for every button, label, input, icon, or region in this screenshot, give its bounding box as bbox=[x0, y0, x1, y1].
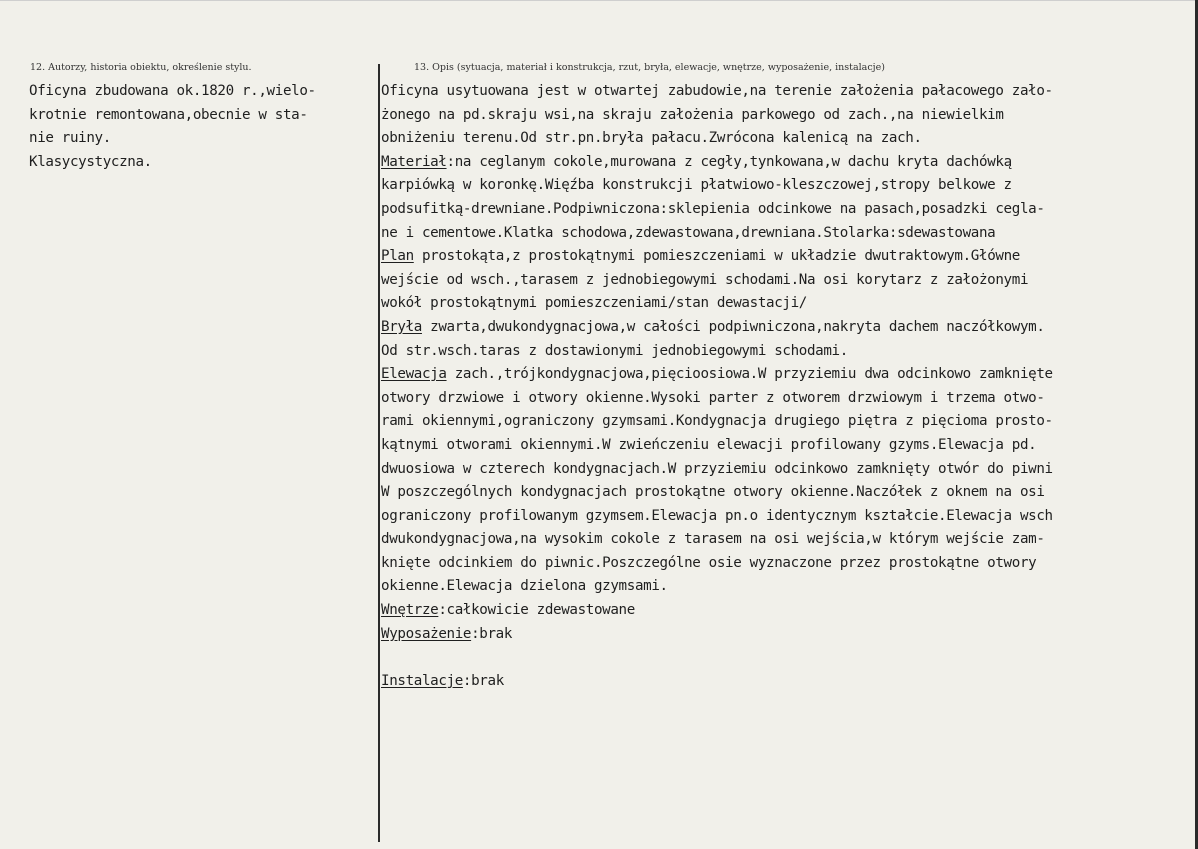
line-text: nie ruiny. bbox=[29, 130, 111, 147]
line-text: żonego na pd.skraju wsi,na skraju założenia parkowego od zach.,na niewielkim bbox=[381, 106, 1004, 123]
line-text: karpiówką w koronkę.Więźba konstrukcji płatwiowo-kleszczowej,stropy belkowe z bbox=[381, 177, 1012, 194]
description-line bbox=[381, 481, 1196, 505]
section-heading: Elewacja bbox=[381, 366, 447, 383]
description-line bbox=[381, 363, 1196, 387]
section-heading: Wnętrze bbox=[381, 602, 439, 619]
card-top-edge bbox=[0, 0, 1198, 1]
description-line bbox=[381, 646, 1196, 670]
line-text: ograniczony profilowanym gzymsem.Elewacja pn.o identycznym kształcie.Elewacja wsch bbox=[381, 507, 1053, 524]
line-text: Oficyna usytuowana jest w otwartej zabudowie,na terenie założenia pałacowego zało- bbox=[381, 83, 1053, 99]
description-text bbox=[381, 80, 1196, 693]
left-line bbox=[29, 151, 374, 175]
left-line bbox=[29, 80, 374, 104]
line-text: wejście od wsch.,tarasem z jednobiegowymi schodami.Na osi korytarz z założonymi bbox=[381, 271, 1029, 288]
line-text: rami okiennymi,ograniczony gzymsami.Kondygnacja drugiego piętra z pięcioma prosto- bbox=[381, 413, 1053, 430]
line-text: krotnie remontowana,obecnie w sta- bbox=[29, 106, 308, 123]
description-line bbox=[381, 458, 1196, 482]
line-text: :brak bbox=[471, 625, 513, 642]
line-text: dwukondygnacjowa,na wysokim cokole z tarasem na osi wejścia,w którym wejście zam- bbox=[381, 531, 1045, 548]
line-text: obniżeniu terenu.Od str.pn.bryła pałacu.Zwrócona kalenicą na zach. bbox=[381, 130, 922, 147]
description-line bbox=[381, 410, 1196, 434]
line-text: Od str.wsch.taras z dostawionymi jednobiegowymi schodami. bbox=[381, 342, 848, 359]
line-text: ne i cementowe.Klatka schodowa,zdewastowana,drewniana.Stolarka:sdewastowana bbox=[381, 224, 996, 241]
description-line bbox=[381, 316, 1196, 340]
description-line bbox=[381, 599, 1196, 623]
description-line bbox=[381, 340, 1196, 364]
line-text: W poszczególnych kondygnacjach prostokątne otwory okienne.Naczółek z oknem na osi bbox=[381, 484, 1045, 501]
line-text: Klasycystyczna. bbox=[29, 153, 152, 170]
line-text: podsufitką-drewniane.Podpiwniczona:sklepienia odcinkowe na pasach,posadzki cegla- bbox=[381, 200, 1045, 217]
section-heading: Wyposażenie bbox=[381, 625, 472, 642]
right-column-header: 13. Opis (sytuacja, materiał i konstrukcja, rzut, bryła, elewacje, wnętrze, wyposażenie, instalacje) bbox=[414, 62, 885, 73]
line-text: dwuosiowa w czterech kondygnacjach.W przyziemiu odcinkowo zamknięty otwór do piwni bbox=[381, 460, 1053, 477]
description-line bbox=[381, 387, 1196, 411]
line-text: otwory drzwiowe i otwory okienne.Wysoki parter z otworem drzwiowym i trzema otwo- bbox=[381, 389, 1045, 406]
description-line bbox=[381, 80, 1196, 104]
line-text: zach.,trójkondygnacjowa,pięcioosiowa.W przyziemiu dwa odcinkowo zamknięte bbox=[446, 366, 1053, 383]
line-text: :na ceglanym cokole,murowana z cegły,tynkowana,w dachu kryta dachówką bbox=[446, 153, 1012, 170]
section-heading: Bryła bbox=[381, 318, 422, 335]
left-line bbox=[29, 104, 374, 128]
description-line bbox=[381, 222, 1196, 246]
description-line bbox=[381, 552, 1196, 576]
line-text: Oficyna zbudowana ok.1820 r.,wielo- bbox=[29, 83, 316, 99]
left-line bbox=[29, 127, 374, 151]
line-text: okienne.Elewacja dzielona gzymsami. bbox=[381, 578, 668, 595]
description-line bbox=[381, 198, 1196, 222]
description-line bbox=[381, 575, 1196, 599]
description-line bbox=[381, 292, 1196, 316]
section-heading: Materiał bbox=[381, 153, 447, 170]
authors-history-style-text bbox=[29, 80, 374, 174]
line-text: zwarta,dwukondygnacjowa,w całości podpiwniczona,nakryta dachem naczółkowym. bbox=[421, 318, 1045, 335]
line-text: wokół prostokątnymi pomieszczeniami/stan dewastacji/ bbox=[381, 295, 807, 312]
description-line bbox=[381, 434, 1196, 458]
line-text: knięte odcinkiem do piwnic.Poszczególne osie wyznaczone przez prostokątne otwory bbox=[381, 554, 1037, 571]
left-column-header: 12. Autorzy, historia obiektu, określenie stylu. bbox=[30, 62, 252, 73]
description-line bbox=[381, 174, 1196, 198]
line-text: :całkowicie zdewastowane bbox=[438, 602, 635, 619]
description-line bbox=[381, 269, 1196, 293]
section-heading: Plan bbox=[381, 248, 414, 265]
description-line bbox=[381, 670, 1196, 694]
description-line bbox=[381, 505, 1196, 529]
section-heading: Instalacje bbox=[381, 672, 463, 689]
line-text: kątnymi otworami okiennymi.W zwieńczeniu elewacji profilowany gzyms.Elewacja pd. bbox=[381, 436, 1037, 453]
column-divider bbox=[378, 64, 380, 842]
description-line bbox=[381, 245, 1196, 269]
description-line bbox=[381, 528, 1196, 552]
line-text: :brak bbox=[462, 672, 504, 689]
description-line bbox=[381, 104, 1196, 128]
description-line bbox=[381, 127, 1196, 151]
description-line bbox=[381, 623, 1196, 647]
line-text: prostokąta,z prostokątnymi pomieszczeniami w układzie dwutraktowym.Główne bbox=[413, 248, 1020, 265]
description-line bbox=[381, 151, 1196, 175]
